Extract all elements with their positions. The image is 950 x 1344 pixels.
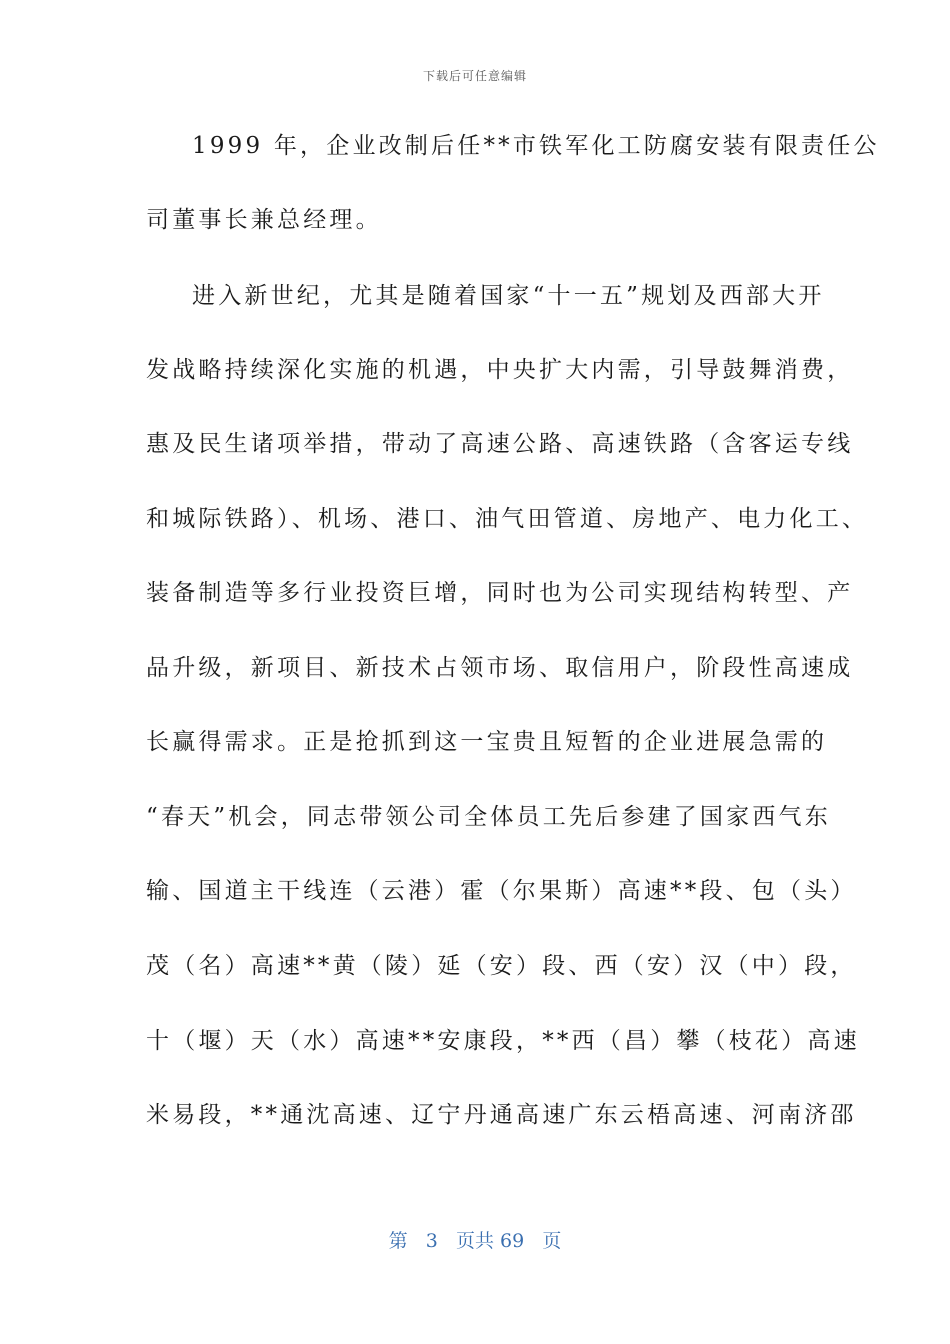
body-line-13: 十（堰）天（水）高速**安康段，**西（昌）攀（枝花）高速: [146, 1028, 860, 1054]
header-note: 下载后可任意编辑: [422, 69, 527, 83]
body-line-7: 装备制造等多行业投资巨增，同时也为公司实现结构转型、产: [146, 580, 854, 606]
page-label-mid: 页共: [455, 1230, 494, 1252]
body-line-2: 司董事长兼总经理。: [146, 207, 382, 233]
body-line-10: “春天”机会，同志带领公司全体员工先后参建了国家西气东: [146, 804, 831, 830]
page-number-footer: [0, 1226, 950, 1253]
body-line-1: 1999 年，企业改制后任**市铁军化工防腐安装有限责任公: [192, 133, 880, 159]
body-line-9: 长赢得需求。正是抢抓到这一宝贵且短暂的企业进展急需的: [146, 729, 828, 755]
body-line-5: 惠及民生诸项举措，带动了高速公路、高速铁路（含客运专线: [146, 431, 854, 457]
body-line-3: 进入新世纪，尤其是随着国家“十一五”规划及西部大开: [192, 283, 825, 309]
body-line-8: 品升级，新项目、新技术占领市场、取信用户，阶段性高速成: [146, 655, 854, 681]
body-line-4: 发战略持续深化实施的机遇，中央扩大内需，引导鼓舞消费，: [146, 357, 854, 383]
page-label-prefix: 第: [388, 1230, 408, 1252]
body-line-6: 和城际铁路）、机场、港口、油气田管道、房地产、电力化工、: [146, 506, 869, 532]
total-pages-number: 69: [500, 1230, 525, 1252]
current-page-number: 3: [425, 1230, 438, 1252]
body-line-11: 输、国道主干线连（云港）霍（尔果斯）高速**段、包（头）: [146, 878, 857, 904]
body-line-14: 米易段，**通沈高速、辽宁丹通高速广东云梧高速、河南济邵: [146, 1102, 857, 1128]
page-label-suffix: 页: [542, 1230, 562, 1252]
body-line-12: 茂（名）高速**黄（陵）延（安）段、西（安）汉（中）段，: [146, 953, 857, 979]
